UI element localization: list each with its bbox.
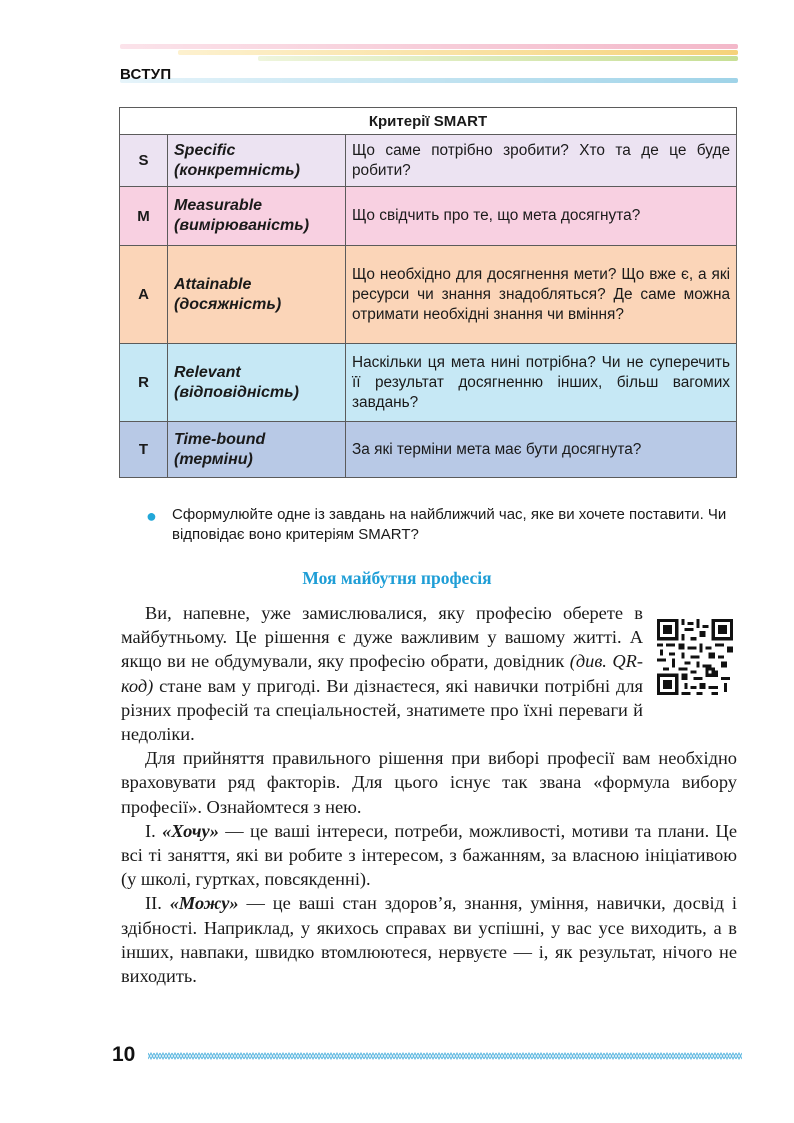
paragraph-formula: Для прийняття правильного рішення при виборі професії вам необхідно враховувати ряд факторів. Для цього існує так звана «формула вибору професії». Ознайомтеся з нею. xyxy=(121,748,737,817)
term-ua: (досяжність) xyxy=(174,295,282,313)
header-stripe-blue xyxy=(120,78,738,83)
paragraph-want-text: — це ваші інтереси, потреби, можливості, мотиви та плани. Це всі ті заняття, які ви робите з інтересом, з бажанням, за власною ініціативою (у школі, гуртках, повсякденні). xyxy=(121,820,737,890)
row-letter: A xyxy=(120,246,168,344)
section-title: Моя майбутня професія xyxy=(302,568,492,588)
qr-reference: (див. QR-код) xyxy=(121,651,643,696)
table-row-t xyxy=(120,422,737,478)
term-en: Attainable xyxy=(174,275,252,293)
paragraph-can xyxy=(121,891,737,988)
term-en: Measurable xyxy=(174,197,263,214)
term-en: Relevant xyxy=(174,363,241,381)
row-letter: M xyxy=(120,187,168,246)
row-question: Що саме потрібно зробити? Хто та де це буде робити? xyxy=(346,135,737,187)
term-ua: (відповідність) xyxy=(174,383,299,401)
table-header-row xyxy=(120,108,737,135)
list-number: І. xyxy=(145,820,163,841)
row-letter: T xyxy=(120,422,168,478)
bullet-dot-icon: ● xyxy=(146,506,157,526)
smart-criteria-table xyxy=(119,107,737,478)
term-want: «Хочу» xyxy=(162,820,219,841)
row-term xyxy=(168,135,346,187)
row-letter: S xyxy=(120,135,168,187)
row-question: Що свідчить про те, що мета досягнута? xyxy=(346,187,737,246)
header-stripe-yellow xyxy=(178,50,738,55)
row-question: Наскільки ця мета нині потрібна? Чи не суперечить її результат досягненню інших, більш вагомих завдань? xyxy=(346,344,737,422)
term-en: Time-bound xyxy=(174,430,266,448)
table-row-r xyxy=(120,344,737,422)
task-text: Сформулюйте одне із завдань на найближчий час, яке ви хочете поставити. Чи відповідає воно критеріям SMART? xyxy=(172,506,727,543)
term-ua: (конкретність) xyxy=(174,161,300,179)
term-en: Specific xyxy=(174,141,236,159)
table-row-a xyxy=(120,246,737,344)
page-number: 10 xyxy=(112,1043,136,1066)
table-row-s xyxy=(120,135,737,187)
term-ua: (вимірюваність) xyxy=(174,217,310,234)
list-number: ІІ. xyxy=(145,893,170,914)
table-row-m xyxy=(120,187,737,246)
paragraph-intro-text: Ви, напевне, уже замислювалися, яку професію оберете в майбутньому. Це рішення є дуже важливим у вашому житті. А якщо ви не обдумували, яку професію обрати, довідник xyxy=(121,603,643,672)
row-term xyxy=(168,187,346,246)
page-footer xyxy=(112,1043,742,1067)
task-bullet xyxy=(146,505,740,545)
paragraph-intro xyxy=(121,601,737,746)
qr-code-icon[interactable] xyxy=(657,619,733,695)
paragraph-intro-end: стане вам у пригоді. Ви дізнаєтеся, які навички потрібні для різних професій та спеціальностей, знатимете про їхні переваги й недоліки. xyxy=(121,675,643,745)
header-stripe-pink xyxy=(120,44,738,49)
row-term xyxy=(168,246,346,344)
paragraph-want xyxy=(121,819,737,892)
row-question: За які терміни мета має бути досягнута? xyxy=(346,422,737,478)
zigzag-divider xyxy=(148,1051,742,1061)
body-text xyxy=(121,601,737,988)
section-label: ВСТУП xyxy=(120,66,172,83)
header-stripes xyxy=(120,44,738,90)
row-letter: R xyxy=(120,344,168,422)
header-stripe-green xyxy=(258,56,738,61)
term-can: «Можу» xyxy=(169,893,239,914)
term-ua: (терміни) xyxy=(174,450,253,468)
row-question: Що необхідно для досягнення мети? Що вже є, а які ресурси чи знання знадобляться? Де саме можна отримати необхідні знання чи вміння? xyxy=(346,246,737,344)
row-term xyxy=(168,422,346,478)
paragraph-can-text: — це ваші стан здоров’я, знання, уміння, навички, досвід і здібності. Наприклад, у якихось справах ви успішні, у вас усе виходить, а в інших, навпаки, швидко втомлюютеся, нервуєте — і, як результат, нічого не виходить. xyxy=(121,893,737,987)
row-term xyxy=(168,344,346,422)
table-title: Критерії SMART xyxy=(120,108,737,135)
